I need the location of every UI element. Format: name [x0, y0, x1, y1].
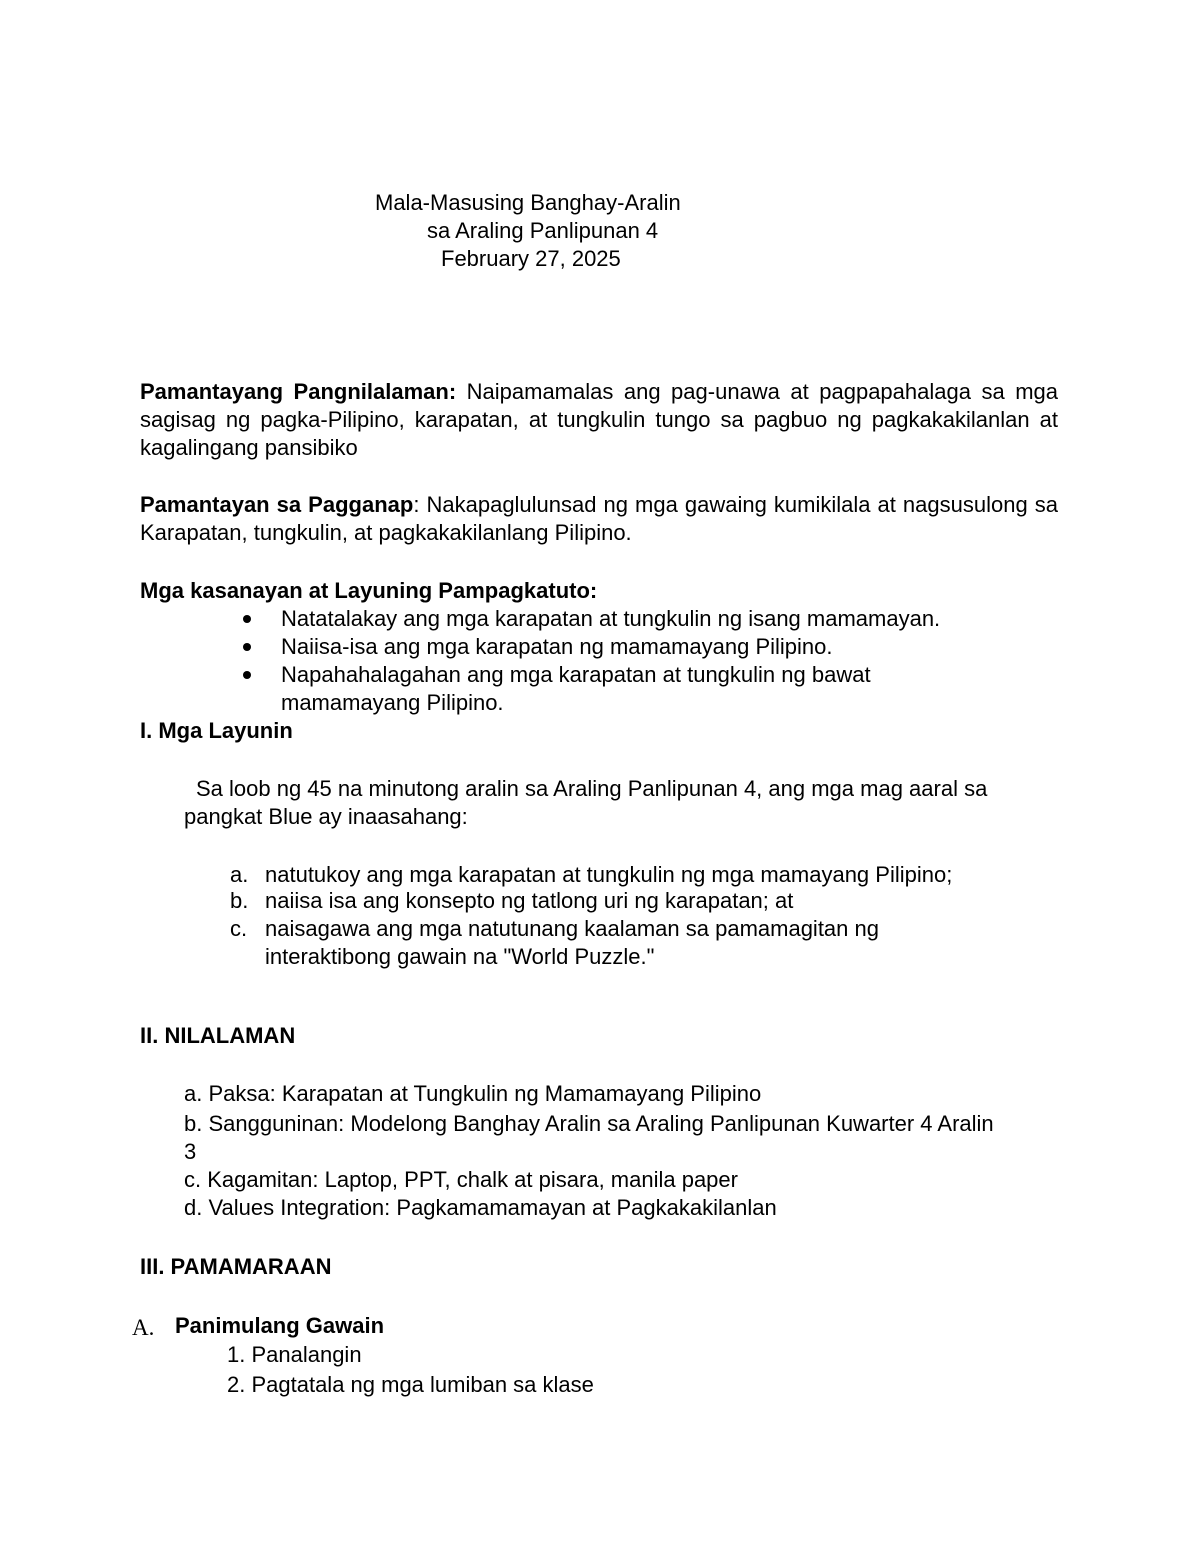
content-standard [140, 378, 1058, 462]
objectives-intro-line1: Sa loob ng 45 na minutong aralin sa Araling Panlipunan 4, ang mga mag aaral sa [196, 776, 988, 801]
performance-standard-label: Pamantayan sa Pagganap [140, 492, 414, 517]
procedure-heading: III. PAMAMARAAN [140, 1254, 332, 1279]
bullet-icon [243, 671, 251, 679]
competency-item: Natatalakay ang mga karapatan at tungkulin ng isang mamamayan. [281, 606, 941, 631]
objective-item: natutukoy ang mga karapatan at tungkulin ng mga mamayang Pilipino; [265, 862, 953, 887]
bullet-icon [243, 615, 251, 623]
bullet-icon [243, 643, 251, 651]
competency-item-continuation: mamamayang Pilipino. [281, 690, 504, 715]
procedure-sub-marker: A. [132, 1315, 155, 1340]
content-heading: II. NILALAMAN [140, 1023, 296, 1048]
content-standard-label: Pamantayang Pangnilalaman: [140, 379, 457, 404]
procedure-step: 1. Panalangin [227, 1342, 362, 1367]
content-item: b. Sangguninan: Modelong Banghay Aralin sa Araling Panlipunan Kuwarter 4 Aralin [184, 1111, 994, 1136]
document-title: Mala-Masusing Banghay-Aralin [375, 190, 681, 215]
document-date: February 27, 2025 [441, 246, 621, 271]
objective-item: naisagawa ang mga natutunang kaalaman sa pamamagitan ng [265, 916, 879, 941]
content-item: c. Kagamitan: Laptop, PPT, chalk at pisara, manila paper [184, 1167, 738, 1192]
objective-marker: a. [230, 862, 249, 887]
competency-item: Napahahalagahan ang mga karapatan at tungkulin ng bawat [281, 662, 871, 687]
procedure-sub-heading: Panimulang Gawain [175, 1313, 385, 1338]
content-item: a. Paksa: Karapatan at Tungkulin ng Mamamayang Pilipino [184, 1081, 762, 1106]
performance-standard-text: Nakapaglulunsad ng mga gawaing kumikilala at nagsusulong sa Karapatan, tungkulin, at pagkakakilanlang Pilipino. [140, 492, 1058, 545]
objectives-heading: I. Mga Layunin [140, 718, 293, 743]
content-item: d. Values Integration: Pagkamamamayan at Pagkakakilanlan [184, 1195, 777, 1220]
content-standard-text: Naipamamalas ang pag-unawa at pagpapahalaga sa mga sagisag ng pagka-Pilipino, karapatan, at tungkulin tungo sa pagbuo ng pagkakakilanlan at kagalingang pansibiko [140, 379, 1058, 460]
objective-marker: b. [230, 888, 249, 913]
performance-standard [140, 491, 1058, 547]
objectives-intro-line2: pangkat Blue ay inaasahang: [184, 804, 468, 829]
competencies-heading: Mga kasanayan at Layuning Pampagkatuto: [140, 578, 598, 603]
objective-marker: c. [230, 916, 248, 941]
objective-item-continuation: interaktibong gawain na "World Puzzle." [265, 944, 655, 969]
objective-item: naiisa isa ang konsepto ng tatlong uri ng karapatan; at [265, 888, 794, 913]
competency-item: Naiisa-isa ang mga karapatan ng mamamayang Pilipino. [281, 634, 833, 659]
content-item-continuation: 3 [184, 1139, 197, 1164]
procedure-step: 2. Pagtatala ng mga lumiban sa klase [227, 1372, 594, 1397]
performance-standard-separator: : [413, 492, 420, 517]
document-subject: sa Araling Panlipunan 4 [427, 218, 659, 243]
